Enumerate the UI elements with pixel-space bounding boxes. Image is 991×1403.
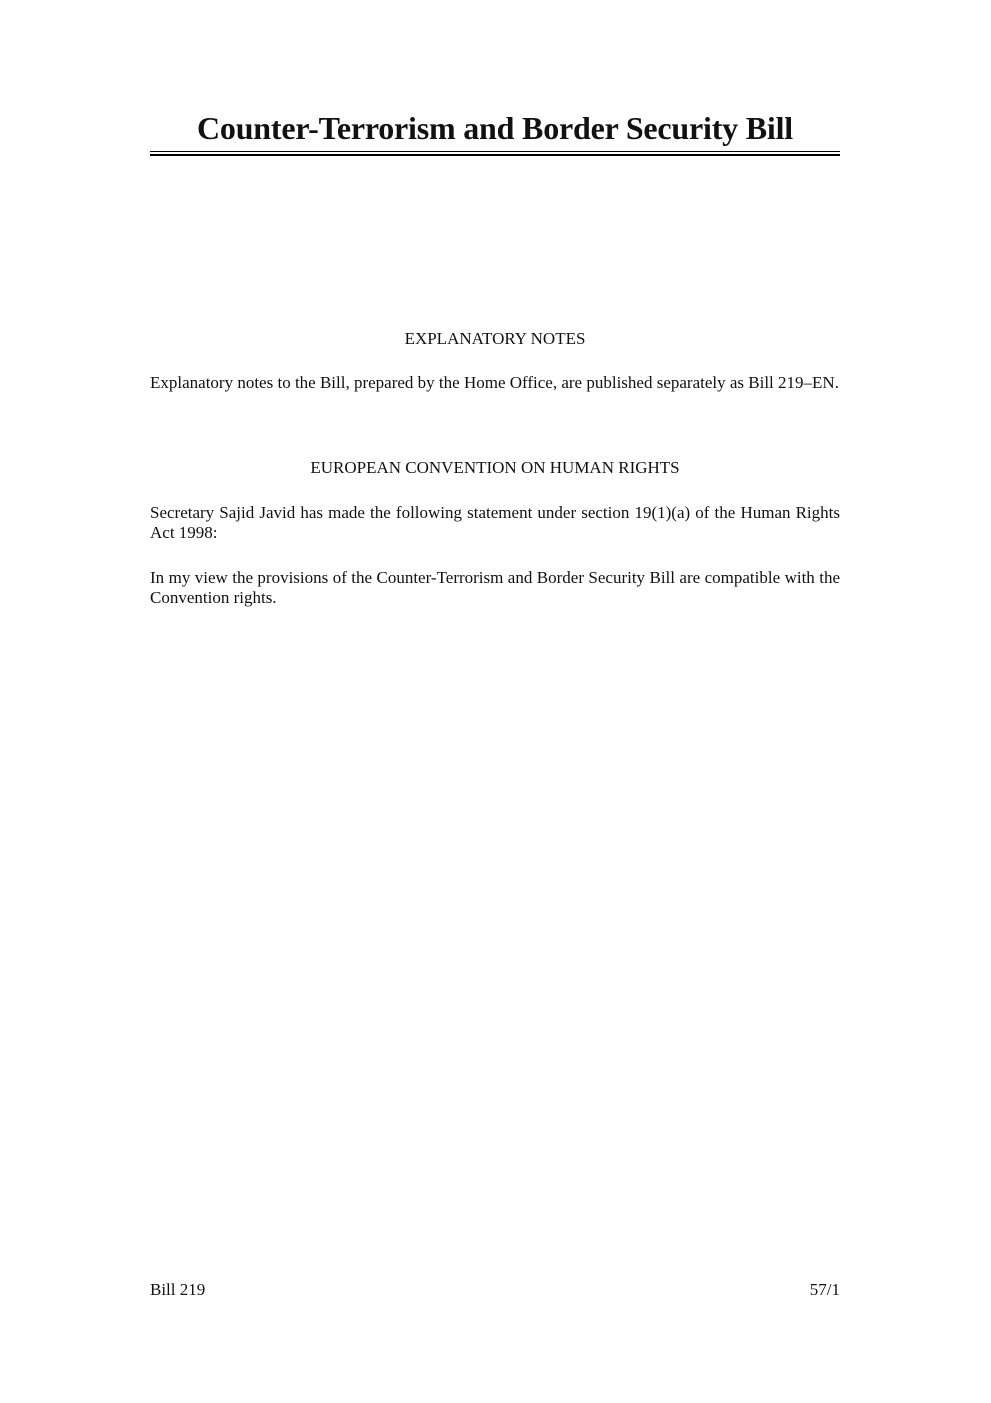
footer-bill-number: Bill 219 [150, 1280, 206, 1299]
echr-compatibility-paragraph: In my view the provisions of the Counter-Terrorism and Border Security Bill are compatible with the Convention rights. [150, 568, 840, 607]
document-title: Counter-Terrorism and Border Security Bill [196, 110, 793, 146]
echr-statement-paragraph: Secretary Sajid Javid has made the following statement under section 19(1)(a) of the Human Rights Act 1998: [150, 503, 840, 542]
section-heading-echr: EUROPEAN CONVENTION ON HUMAN RIGHTS [310, 458, 680, 477]
title-rule-thin [150, 151, 840, 152]
footer-page-ref: 57/1 [809, 1280, 840, 1299]
title-rule-thick [150, 154, 840, 156]
explanatory-notes-paragraph: Explanatory notes to the Bill, prepared by the Home Office, are published separately as Bill 219–EN. [150, 373, 839, 392]
section-heading-explanatory-notes: EXPLANATORY NOTES [404, 329, 586, 348]
